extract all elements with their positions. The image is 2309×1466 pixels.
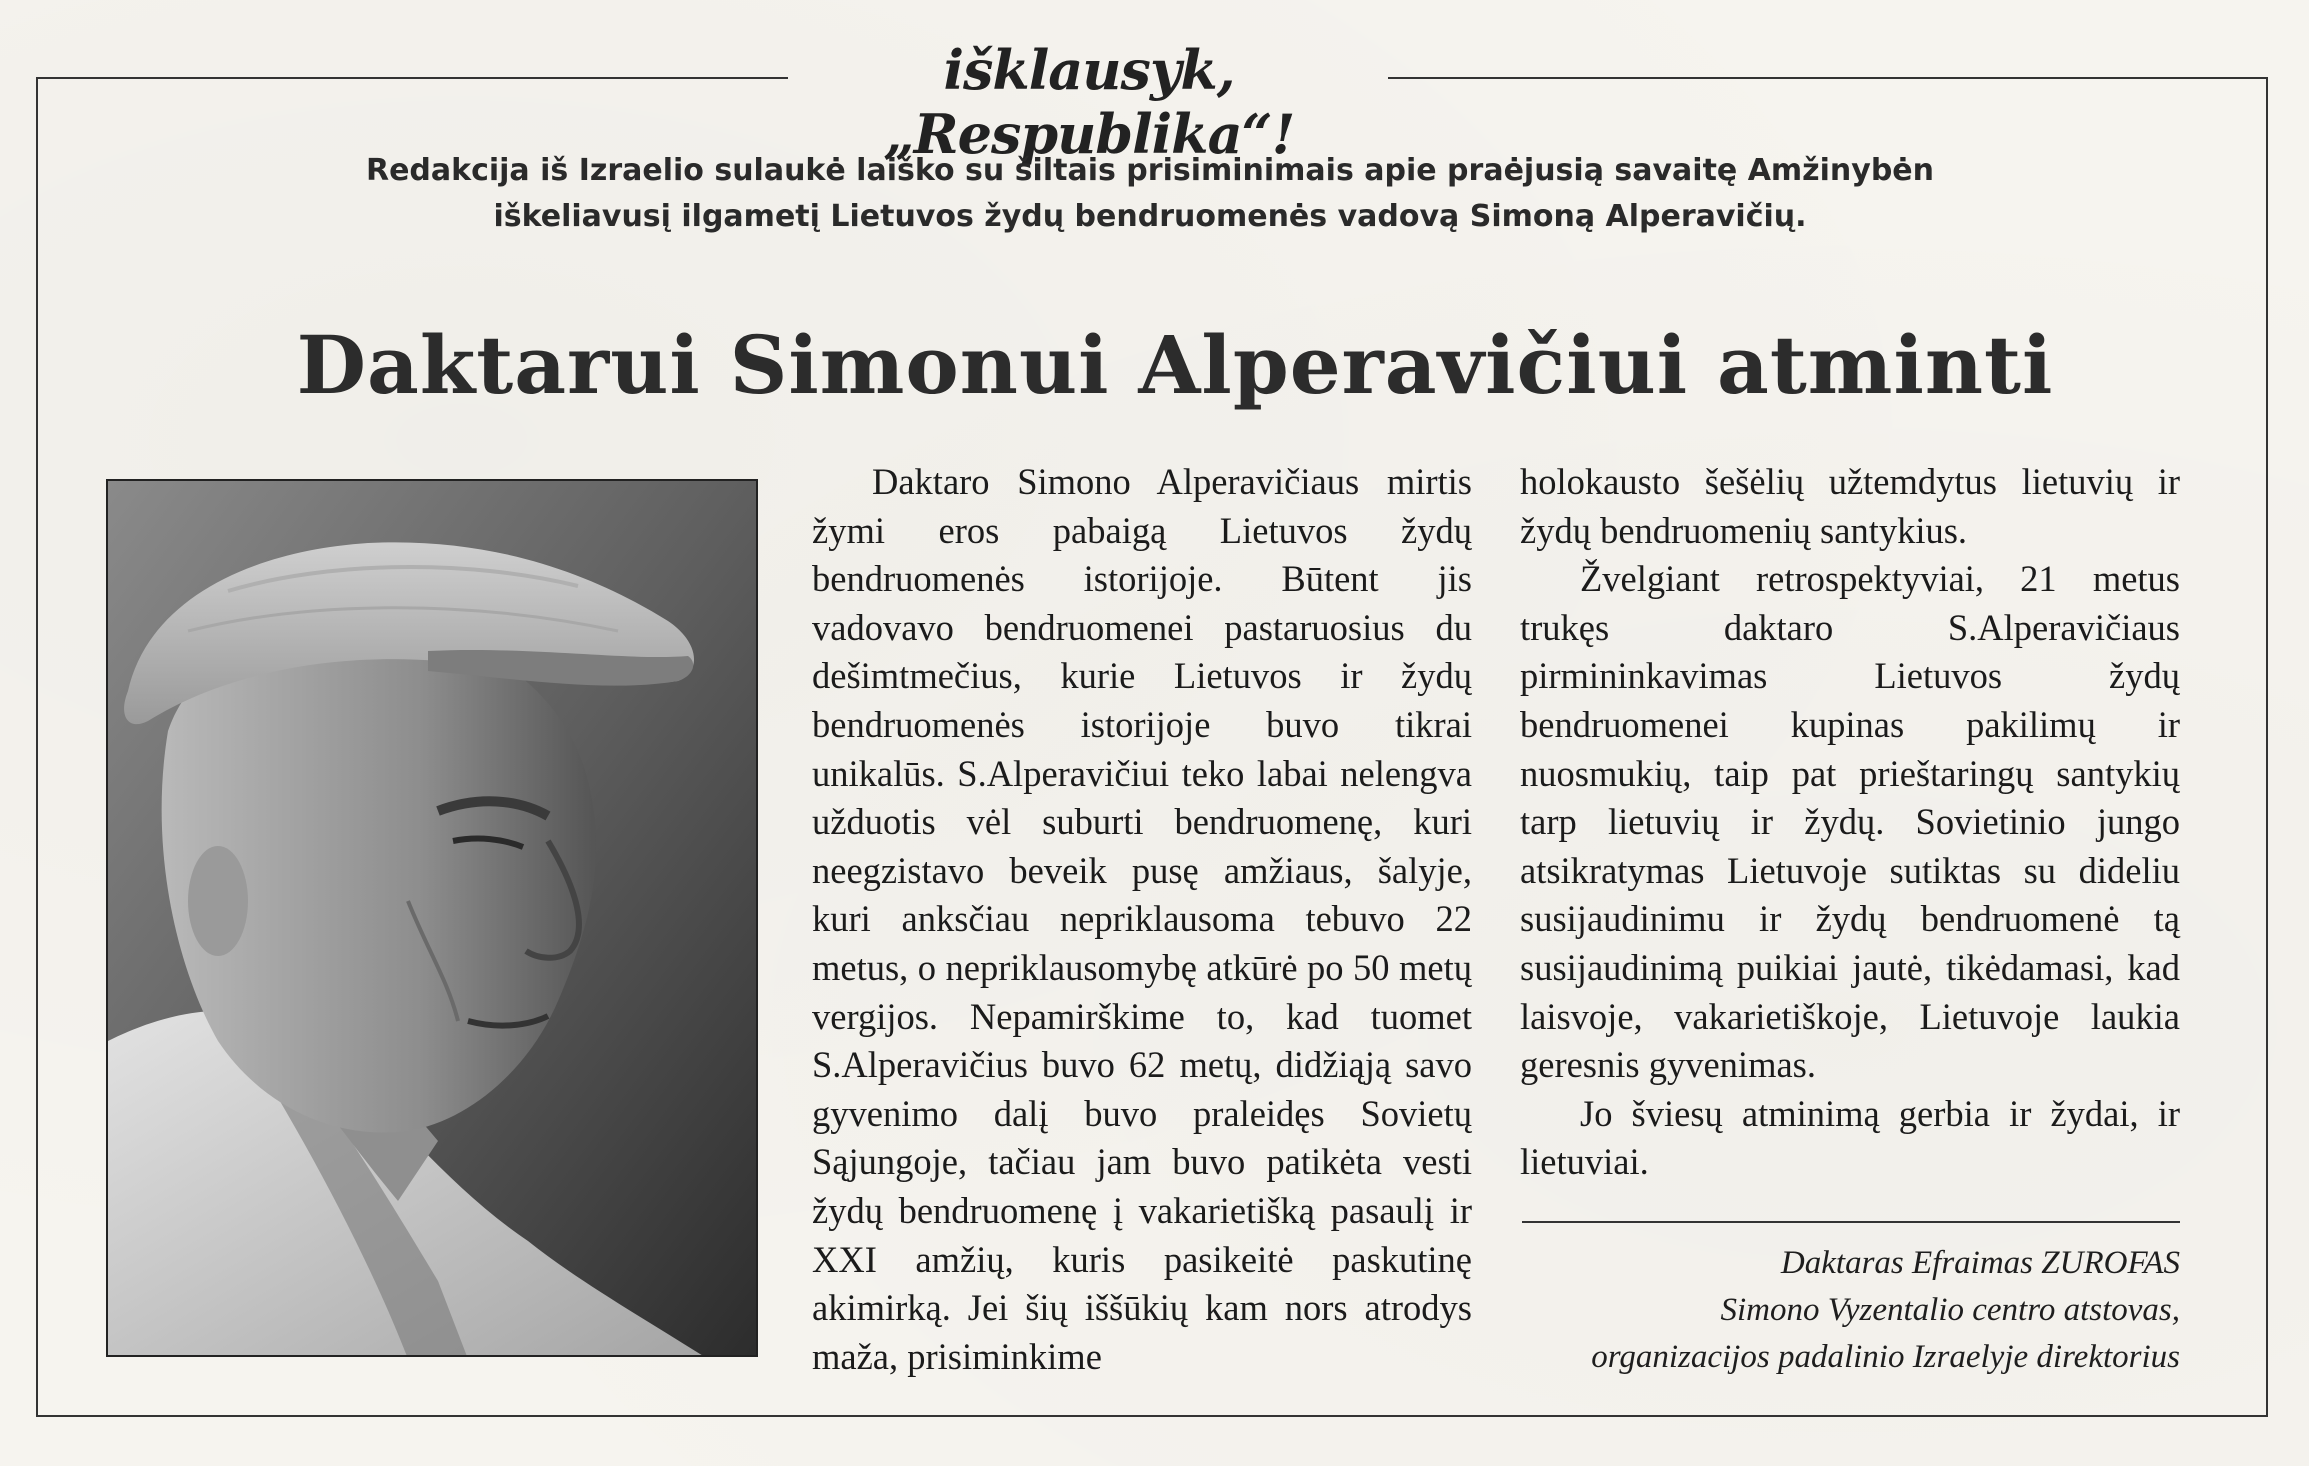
intro-line-1: Redakcija iš Izraelio sulaukė laiško su šiltais prisiminimais apie praėjusią savaitę Amžinybėn <box>365 153 1935 188</box>
intro-lead <box>250 148 2050 240</box>
signature-block <box>1420 1240 2180 1381</box>
rubric-title: išklausyk, „Respublika“! <box>883 38 1295 166</box>
frame-top-rule-right <box>1388 77 2268 79</box>
paragraph-continued: holokausto šešėlių užtemdytus lietuvių ir žydų bendruomenių santykius. <box>1520 461 2180 551</box>
portrait-illustration <box>108 481 758 1357</box>
article-column-1 <box>812 458 1472 1381</box>
paragraph: Daktaro Simono Alperavičiaus mirtis žymi eros pabaigą Lietuvos žydų bendruomenės istorijoje. Būtent jis vadovavo bendruomenei pastaruosius du dešimtmečius, kurie Lietuvos ir žydų bendruomenės istorijoje buvo tikrai unikalūs. S.Alperavičiui teko labai nelengva užduotis vėl suburti bendruomenę, kuri neegzistavo beveik pusę amžiaus, šalyje, kuri anksčiau nepriklausoma tebuvo 22 metus, o nepriklausomybę atkūrė po 50 metų vergijos. Nepamirškime to, kad tuomet S.Alperavičius buvo 62 metų, didžiąją savo gyvenimo dalį buvo praleidęs Sovietų Sąjungoje, tačiau jam buvo patikėta vesti žydų bendruomenę į vakarietišką pasaulį ir XXI amžių, kuris pasikeitė paskutinę akimirką. Jei šių iššūkių kam nors atrodys maža, prisiminkime <box>812 461 1472 1377</box>
signature-rule <box>1522 1221 2180 1223</box>
intro-line-2: iškeliavusį ilgametį Lietuvos žydų bendruomenės vadovą Simoną Alperavičių. <box>493 199 1807 234</box>
headline: Daktarui Simonui Alperavičiui atminti <box>296 318 2054 412</box>
signature-role-1: Simono Vyzentalio centro atstovas, <box>1720 1292 2180 1328</box>
paragraph: Žvelgiant retrospektyviai, 21 metus trukęs daktaro S.Alperavičiaus pirmininkavimas Lietuvos žydų bendruomenei kupinas pakilimų ir nuosmukių, taip pat prieštaringų santykių tarp lietuvių ir žydų. Sovietinio jungo atsikratymas Lietuvoje sutiktas su dideliu susijaudinimu ir žydų bendruomenė tą susijaudinimą puikiai jautė, tikėdamasi, kad laisvoje, vakarietiškoje, Lietuvoje laukia geresnis gyvenimas. <box>1520 558 2180 1086</box>
signature-role-2: organizacijos padalinio Izraelyje direktorius <box>1591 1339 2180 1375</box>
mirrored-bleed-bottom <box>0 1425 2309 1465</box>
signature-name: Daktaras Efraimas ZUROFAS <box>1780 1245 2180 1281</box>
portrait-photo <box>106 479 758 1357</box>
article-column-2 <box>1520 458 2180 1187</box>
frame-top-rule-left <box>36 77 788 79</box>
paragraph: Jo šviesų atminimą gerbia ir žydai, ir lietuviai. <box>1520 1092 2180 1183</box>
